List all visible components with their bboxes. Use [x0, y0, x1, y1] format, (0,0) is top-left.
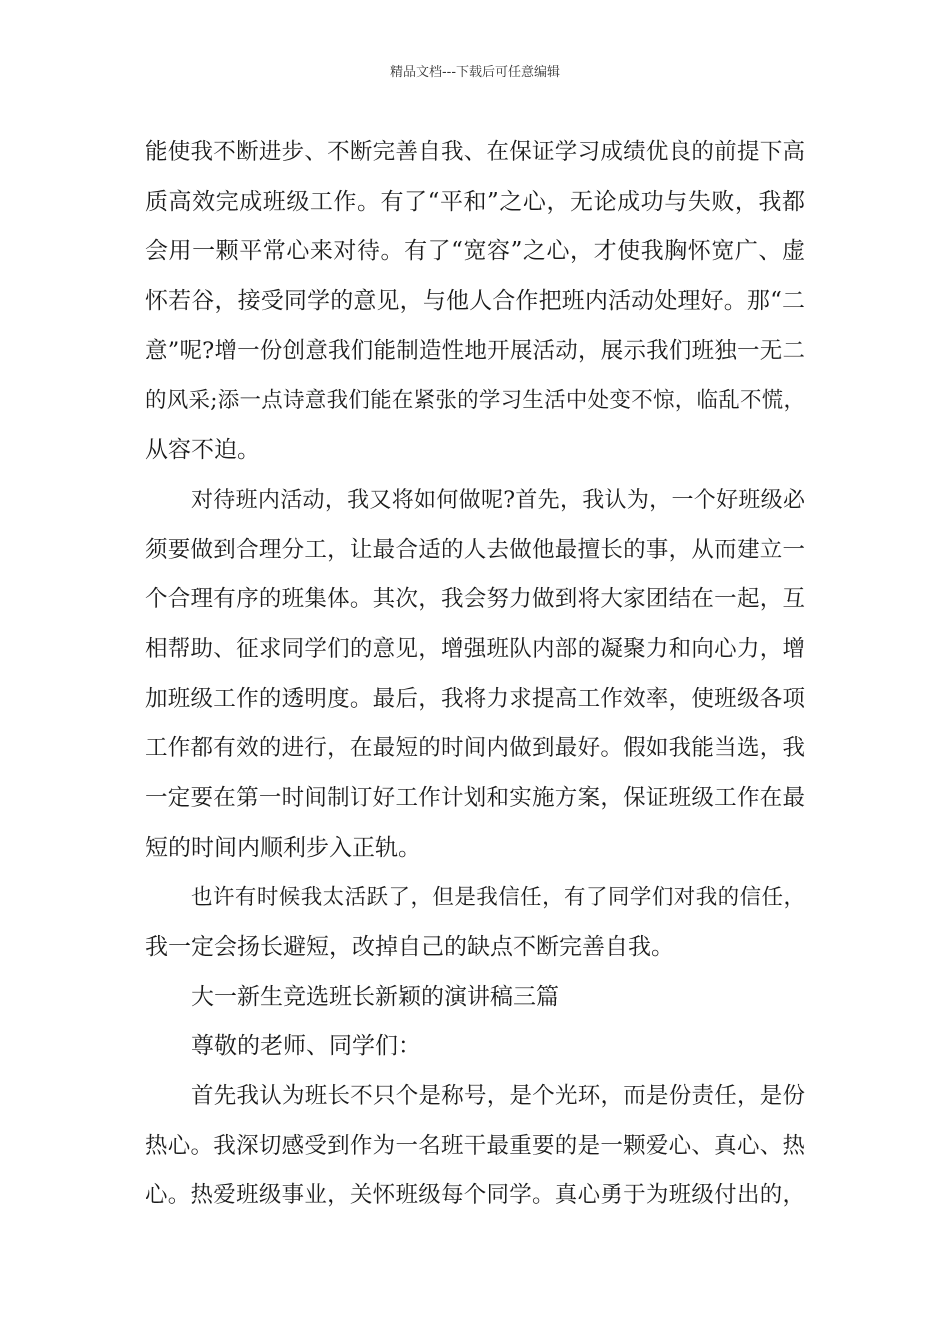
text-line: 加班级工作的透明度。最后，我将力求提高工作效率，使班级各项 [145, 685, 805, 712]
text-line: 对待班内活动，我又将如何做呢?首先，我认为，一个好班级必 [191, 487, 805, 513]
text-line: 一定要在第一时间制订好工作计划和实施方案，保证班级工作在最 [145, 784, 805, 811]
page-header: 精品文档---下载后可任意编辑 [389, 65, 561, 80]
text-line: 大一新生竞选班长新颖的演讲稿三篇 [191, 983, 559, 1010]
text-line: 心。热爱班级事业，关怀班级每个同学。真心勇于为班级付出的， [145, 1182, 805, 1209]
text-line: 能使我不断进步、不断完善自我、在保证学习成绩优良的前提下高 [145, 139, 805, 165]
text-line: 热心。我深切感受到作为一名班干最重要的是一颗爱心、真心、热 [145, 1132, 805, 1159]
text-line: 短的时间内顺利步入正轨。 [145, 834, 421, 861]
text-line: 意”呢?增一份创意我们能制造性地开展活动，展示我们班独一无二 [145, 337, 805, 364]
text-line: 质高效完成班级工作。有了“平和”之心，无论成功与失败，我都 [145, 188, 805, 215]
text-line: 从容不迫。 [145, 437, 260, 464]
text-line: 相帮助、征求同学们的意见，增强班队内部的凝聚力和向心力，增 [145, 635, 805, 662]
text-line: 首先我认为班长不只个是称号，是个光环，而是份责任，是份 [191, 1083, 805, 1110]
text-line: 也许有时候我太活跃了，但是我信任，有了同学们对我的信任， [191, 885, 805, 911]
text-line: 工作都有效的进行，在最短的时间内做到最好。假如我能当选，我 [145, 735, 805, 762]
document-body [145, 128, 805, 1221]
text-line: 的风采;添一点诗意我们能在紧张的学习生活中处变不惊，临乱不慌， [145, 388, 805, 414]
text-line: 个合理有序的班集体。其次，我会努力做到将大家团结在一起，互 [145, 586, 805, 613]
text-line: 会用一颗平常心来对待。有了“宽容”之心，才使我胸怀宽广、虚 [145, 238, 805, 265]
text-line: 尊敬的老师、同学们： [191, 1033, 421, 1060]
text-line: 我一定会扬长避短，改掉自己的缺点不断完善自我。 [145, 934, 674, 960]
text-line: 须要做到合理分工，让最合适的人去做他最擅长的事，从而建立一 [145, 536, 805, 563]
text-line: 怀若谷，接受同学的意见，与他人合作把班内活动处理好。那“二 [145, 288, 805, 315]
